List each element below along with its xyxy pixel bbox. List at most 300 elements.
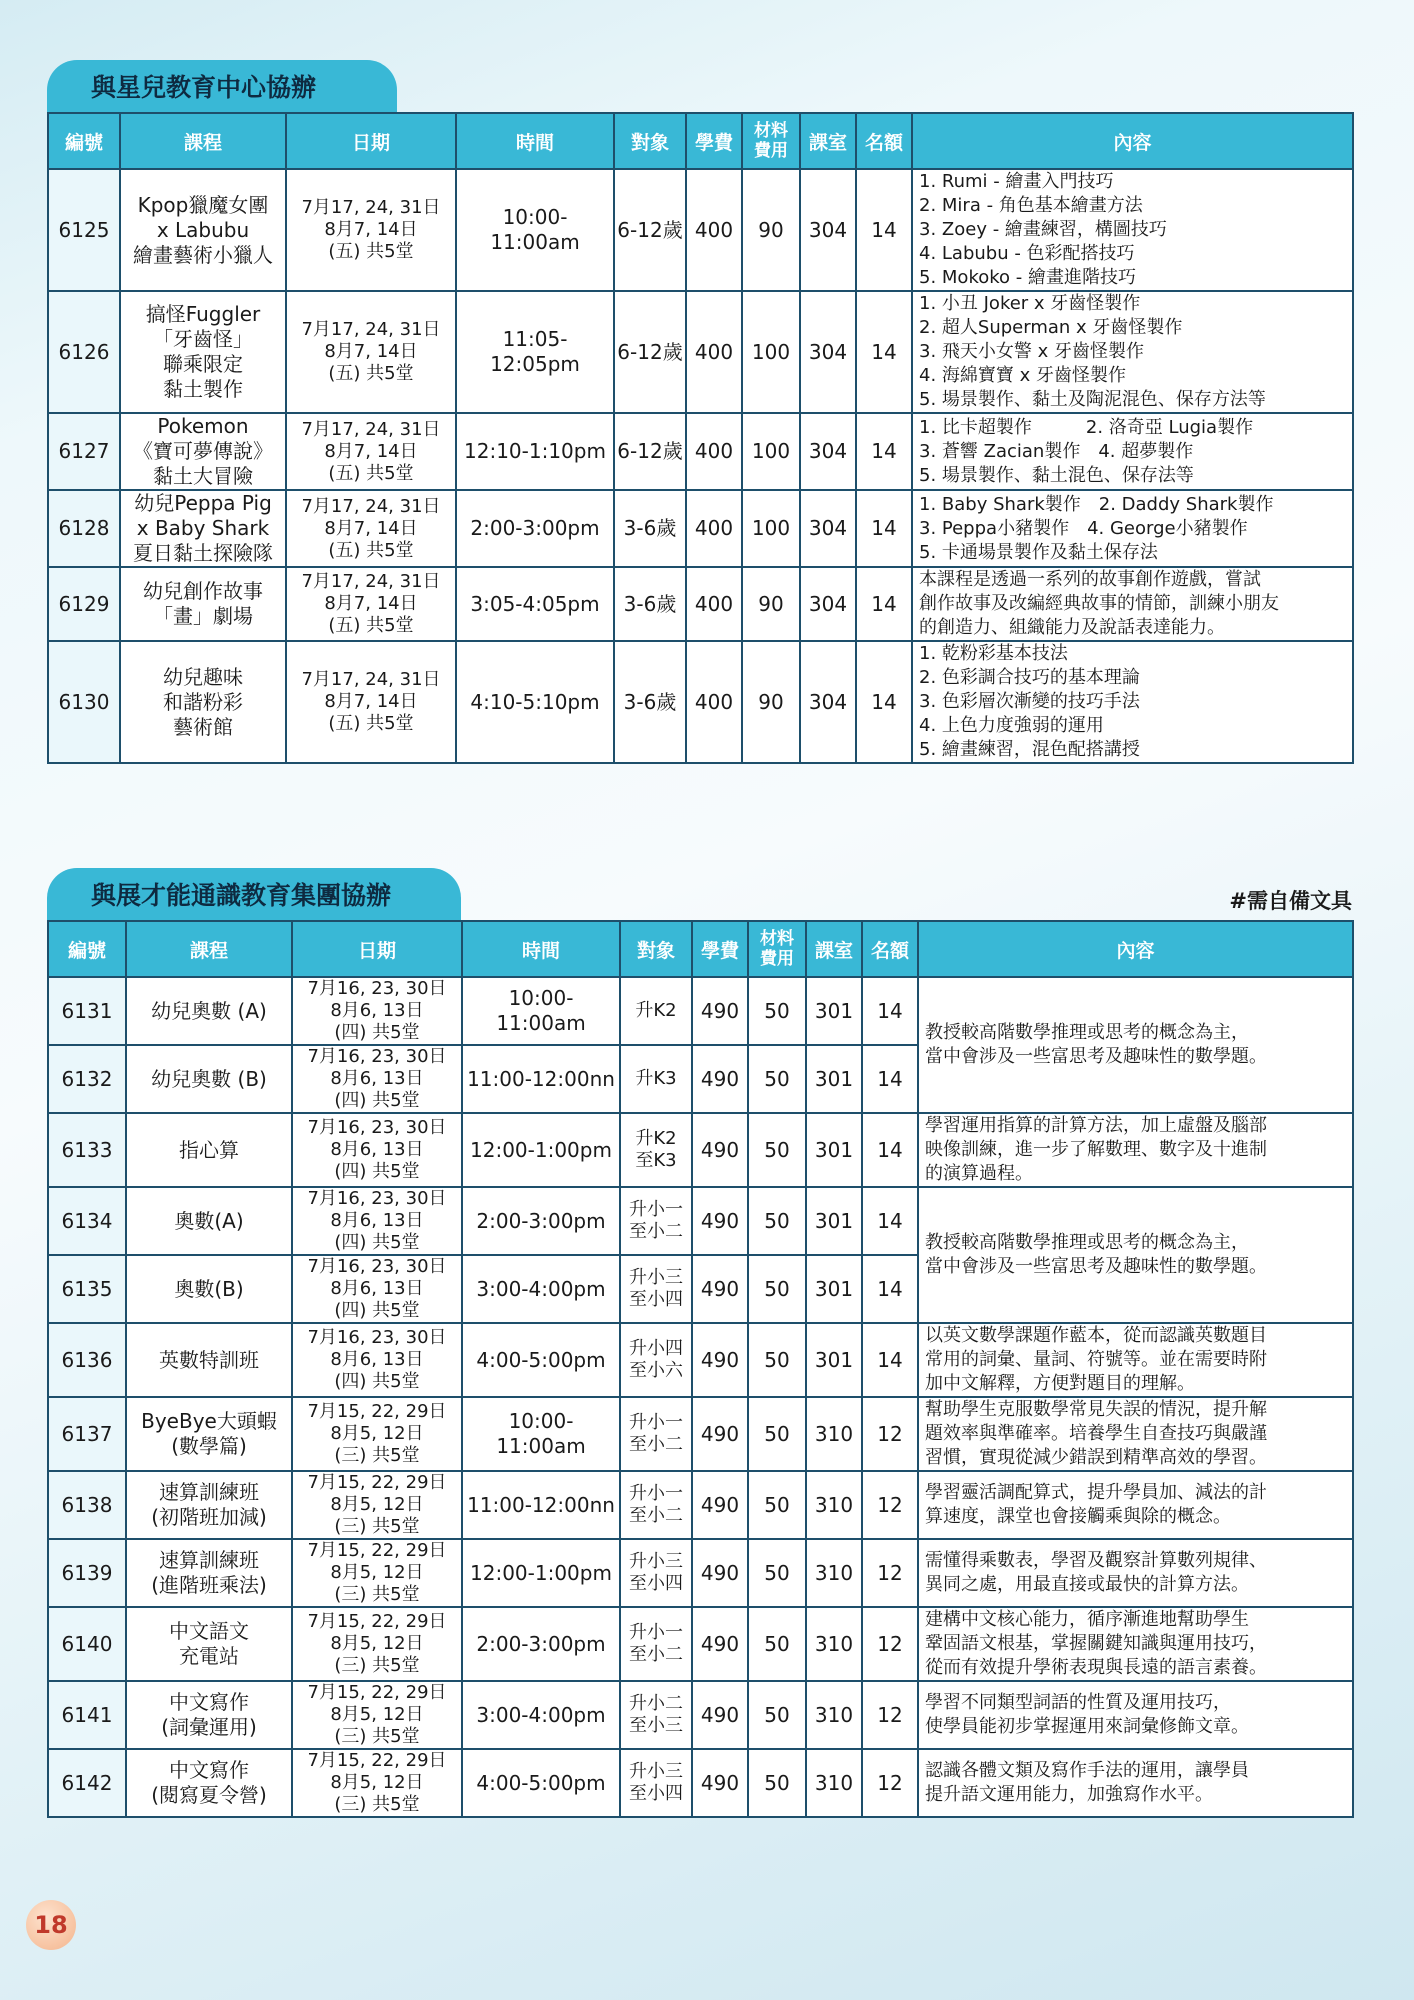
classroom: 304 (800, 567, 856, 641)
course-date (292, 1681, 462, 1749)
course-target (620, 1113, 692, 1187)
material-fee: 50 (748, 1113, 806, 1187)
course-content (918, 977, 1353, 1113)
cell-line: 8月5, 12日 (330, 1772, 424, 1793)
cell-line: (初階班加減) (151, 1505, 267, 1529)
classroom: 301 (806, 1255, 862, 1323)
course-time: 3:00-4:00pm (462, 1681, 620, 1749)
course-target: 6-12歲 (614, 413, 686, 490)
cell-line: 幫助學生克服數學常見失誤的情況，提升解 (925, 1399, 1267, 1420)
course-time: 3:05-4:05pm (456, 567, 614, 641)
course-time: 10:00-11:00am (462, 1397, 620, 1471)
cell-line: 升小三 (629, 1267, 683, 1288)
cell-line: 「牙齒怪」 (153, 327, 253, 351)
course-fee: 490 (692, 977, 748, 1045)
course-table-2 (47, 920, 1354, 1818)
cell-line: 3. Peppa小豬製作 4. George小豬製作 (919, 517, 1248, 539)
cell-line: 8月6, 13日 (330, 1139, 424, 1160)
column-header: 名額 (862, 921, 918, 977)
material-fee: 50 (748, 1045, 806, 1113)
cell-line: 7月16, 23, 30日 (307, 1188, 447, 1209)
course-target (620, 1539, 692, 1607)
classroom: 310 (806, 1681, 862, 1749)
cell-line: (五) 共5堂 (328, 713, 414, 734)
cell-line: 7月17, 24, 31日 (301, 495, 441, 517)
cell-line: (四) 共5堂 (334, 1022, 420, 1043)
cell-line: 8月7, 14日 (324, 517, 418, 539)
course-date (292, 1113, 462, 1187)
course-time: 4:10-5:10pm (456, 641, 614, 763)
cell-line: 的演算過程。 (925, 1163, 1033, 1184)
quota: 14 (862, 1045, 918, 1113)
course-content (918, 1681, 1353, 1749)
course-target (620, 1749, 692, 1817)
course-id: 6136 (48, 1323, 126, 1397)
course-id: 6140 (48, 1607, 126, 1681)
course-time: 12:10-1:10pm (456, 413, 614, 490)
cell-line: 7月17, 24, 31日 (301, 571, 441, 592)
cell-line: 7月17, 24, 31日 (301, 669, 441, 690)
course-name (126, 1471, 292, 1539)
cell-line: 7月16, 23, 30日 (307, 1046, 447, 1067)
stationery-note: #需自備文具 (1229, 889, 1352, 913)
table-row (48, 567, 1353, 641)
course-content (912, 413, 1353, 490)
table-row (48, 413, 1353, 490)
cell-line: 「畫」劇場 (153, 604, 253, 628)
cell-line: 7月15, 22, 29日 (307, 1472, 447, 1493)
cell-line: (三) 共5堂 (334, 1655, 420, 1676)
column-header: 日期 (286, 113, 456, 169)
cell-line: 升小一 (629, 1199, 683, 1220)
course-content (918, 1749, 1353, 1817)
cell-line: (四) 共5堂 (334, 1161, 420, 1182)
course-fee: 490 (692, 1255, 748, 1323)
cell-line: 8月7, 14日 (324, 341, 418, 362)
course-name (126, 1607, 292, 1681)
course-id: 6139 (48, 1539, 126, 1607)
cell-line: 至K3 (635, 1150, 677, 1171)
cell-line: 至小六 (629, 1360, 683, 1381)
course-time: 4:00-5:00pm (462, 1323, 620, 1397)
table-row (48, 490, 1353, 567)
cell-line: 建構中文核心能力，循序漸進地幫助學生 (925, 1609, 1249, 1630)
column-header: 課程 (126, 921, 292, 977)
course-name (120, 567, 286, 641)
table-row (48, 641, 1353, 763)
table-row (48, 1113, 1353, 1187)
course-time: 12:00-1:00pm (462, 1113, 620, 1187)
page-number: 18 (26, 1900, 76, 1950)
cell-line: 至小三 (629, 1715, 683, 1736)
cell-line: 7月16, 23, 30日 (307, 1256, 447, 1277)
quota: 14 (856, 567, 912, 641)
cell-line: x Baby Shark (136, 516, 270, 540)
course-name (126, 1749, 292, 1817)
classroom: 310 (806, 1471, 862, 1539)
cell-line: 使學員能初步掌握運用來詞彙修飾文章。 (925, 1716, 1249, 1737)
course-date (292, 1255, 462, 1323)
classroom: 301 (806, 977, 862, 1045)
cell-line: 至小四 (629, 1573, 683, 1594)
course-date (286, 490, 456, 567)
table-row (48, 1397, 1353, 1471)
cell-line: 教授較高階數學推理或思考的概念為主， (925, 1232, 1249, 1253)
course-date (292, 1323, 462, 1397)
table-row (48, 1471, 1353, 1539)
course-id: 6128 (48, 490, 120, 567)
cell-line: 中文寫作 (169, 1758, 249, 1782)
course-id: 6129 (48, 567, 120, 641)
cell-line: 升小一 (629, 1483, 683, 1504)
section-title: 與展才能通識教育集團協辦 (47, 868, 461, 920)
column-header: 時間 (456, 113, 614, 169)
cell-line: (詞彙運用) (161, 1715, 257, 1739)
course-date (292, 1539, 462, 1607)
cell-line: 7月17, 24, 31日 (301, 418, 441, 440)
course-time: 4:00-5:00pm (462, 1749, 620, 1817)
table-row (48, 977, 1353, 1045)
quota: 14 (856, 641, 912, 763)
course-content (918, 1397, 1353, 1471)
cell-line: x Labubu (156, 217, 250, 242)
course-target: 6-12歲 (614, 169, 686, 291)
cell-line: 題效率與準確率。培養學生自查技巧與嚴謹 (925, 1423, 1267, 1444)
cell-line: 8月5, 12日 (330, 1494, 424, 1515)
cell-line: 7月16, 23, 30日 (307, 1117, 447, 1138)
classroom: 301 (806, 1045, 862, 1113)
course-id: 6134 (48, 1187, 126, 1255)
cell-line: Kpop獵魔女團 (137, 192, 269, 217)
cell-line: 5. Mokoko - 繪畫進階技巧 (919, 267, 1136, 288)
column-header: 名額 (856, 113, 912, 169)
material-fee: 50 (748, 1397, 806, 1471)
course-target (620, 977, 692, 1045)
material-fee: 50 (748, 1539, 806, 1607)
quota: 14 (856, 413, 912, 490)
quota: 12 (862, 1397, 918, 1471)
cell-line: 學習靈活調配算式，提升學員加、減法的計 (925, 1482, 1267, 1503)
cell-line: 幼兒奧數 (A) (151, 998, 267, 1023)
course-fee: 490 (692, 1681, 748, 1749)
cell-line: 5. 場景製作、黏土混色、保存法等 (919, 464, 1194, 486)
course-fee: 490 (692, 1471, 748, 1539)
quota: 12 (862, 1539, 918, 1607)
column-header: 對象 (620, 921, 692, 977)
classroom: 301 (806, 1187, 862, 1255)
cell-line: (數學篇) (171, 1434, 247, 1458)
course-date (292, 977, 462, 1045)
cell-line: 3. 蒼響 Zacian製作 4. 超夢製作 (919, 440, 1194, 462)
column-header: 編號 (48, 921, 126, 977)
course-content (912, 490, 1353, 567)
classroom: 304 (800, 169, 856, 291)
course-table-1 (47, 112, 1354, 764)
cell-line: 本課程是透過一系列的故事創作遊戲，嘗試 (919, 569, 1261, 590)
course-name (126, 1539, 292, 1607)
quota: 14 (856, 291, 912, 413)
course-fee: 490 (692, 1323, 748, 1397)
cell-line: 映像訓練，進一步了解數理、數字及十進制 (925, 1139, 1267, 1160)
cell-line: 7月16, 23, 30日 (307, 1327, 447, 1348)
course-content (918, 1187, 1353, 1323)
cell-line: 奧數(A) (174, 1208, 244, 1233)
cell-line: 至小四 (629, 1289, 683, 1310)
cell-line: 7月16, 23, 30日 (307, 978, 447, 999)
cell-line: 習慣，實現從減少錯誤到精準高效的學習。 (925, 1447, 1267, 1468)
cell-line: (三) 共5堂 (334, 1794, 420, 1815)
cell-line: 8月6, 13日 (330, 1278, 424, 1299)
cell-line: 黏土製作 (163, 377, 243, 401)
cell-line: 7月15, 22, 29日 (307, 1682, 447, 1703)
course-date (292, 1607, 462, 1681)
cell-line: 升小一 (629, 1412, 683, 1433)
column-header: 時間 (462, 921, 620, 977)
cell-line: 8月6, 13日 (330, 1068, 424, 1089)
cell-line: (四) 共5堂 (334, 1232, 420, 1253)
cell-line: 夏日黏土探險隊 (133, 541, 273, 565)
course-time: 11:00-12:00nn (462, 1471, 620, 1539)
material-fee: 50 (748, 977, 806, 1045)
cell-line: (五) 共5堂 (328, 363, 414, 384)
course-name (126, 1255, 292, 1323)
table-row (48, 1681, 1353, 1749)
course-date (292, 1045, 462, 1113)
cell-line: (閱寫夏令營) (151, 1783, 267, 1807)
cell-line: 1. Rumi - 繪畫入門技巧 (919, 171, 1114, 192)
cell-line: 1. 比卡超製作 2. 洛奇亞 Lugia製作 (919, 416, 1254, 438)
cell-line: 從而有效提升學術表現與長遠的語言素養。 (925, 1657, 1267, 1678)
course-fee: 490 (692, 1113, 748, 1187)
course-date (292, 1749, 462, 1817)
cell-line: 7月15, 22, 29日 (307, 1540, 447, 1561)
column-header: 對象 (614, 113, 686, 169)
cell-line: 1. 小丑 Joker x 牙齒怪製作 (919, 293, 1141, 314)
quota: 12 (862, 1749, 918, 1817)
course-name (126, 1045, 292, 1113)
cell-line: 鞏固語文根基，掌握關鍵知識與運用技巧， (925, 1633, 1267, 1654)
quota: 12 (862, 1681, 918, 1749)
column-header: 課程 (120, 113, 286, 169)
material-fee: 50 (748, 1749, 806, 1817)
course-id: 6135 (48, 1255, 126, 1323)
classroom: 310 (806, 1539, 862, 1607)
cell-line: 加中文解釋，方便對題目的理解。 (925, 1373, 1195, 1394)
classroom: 304 (800, 490, 856, 567)
cell-line: 教授較高階數學推理或思考的概念為主， (925, 1022, 1249, 1043)
cell-line: 指心算 (179, 1137, 239, 1162)
course-id: 6127 (48, 413, 120, 490)
cell-line: 升K3 (635, 1068, 677, 1089)
material-fee: 90 (742, 641, 800, 763)
course-fee: 490 (692, 1749, 748, 1817)
cell-line: 英數特訓班 (159, 1347, 259, 1372)
cell-line: 8月7, 14日 (324, 593, 418, 614)
course-time: 2:00-3:00pm (456, 490, 614, 567)
cell-line: 當中會涉及一些富思考及趣味性的數學題。 (925, 1046, 1267, 1067)
cell-line: 和諧粉彩 (163, 689, 243, 714)
cell-line: 創作故事及改編經典故事的情節，訓練小朋友 (919, 593, 1279, 614)
table-row (48, 1539, 1353, 1607)
course-name (120, 490, 286, 567)
cell-line: (五) 共5堂 (328, 539, 414, 561)
course-fee: 400 (686, 490, 742, 567)
cell-line: 2. Mira - 角色基本繪畫方法 (919, 195, 1143, 216)
course-time: 10:00-11:00am (456, 169, 614, 291)
column-header (748, 921, 806, 977)
course-target (620, 1323, 692, 1397)
course-fee: 490 (692, 1539, 748, 1607)
table-row (48, 1607, 1353, 1681)
cell-line: (三) 共5堂 (334, 1726, 420, 1747)
cell-line: 聯乘限定 (163, 352, 243, 376)
column-header: 編號 (48, 113, 120, 169)
quota: 14 (862, 1187, 918, 1255)
cell-line: 學習不同類型詞語的性質及運用技巧， (925, 1692, 1231, 1713)
cell-line: 《寶可夢傳說》 (133, 439, 273, 463)
cell-line: 4. Labubu - 色彩配搭技巧 (919, 243, 1135, 264)
cell-line: 8月7, 14日 (324, 440, 418, 462)
column-header: 學費 (686, 113, 742, 169)
course-target (620, 1045, 692, 1113)
classroom: 304 (800, 413, 856, 490)
course-fee: 490 (692, 1397, 748, 1471)
cell-line: 升小四 (629, 1338, 683, 1359)
course-date (286, 413, 456, 490)
quota: 14 (856, 169, 912, 291)
classroom: 301 (806, 1113, 862, 1187)
course-fee: 490 (692, 1607, 748, 1681)
cell-line: 升小一 (629, 1622, 683, 1643)
classroom: 310 (806, 1607, 862, 1681)
cell-line: 8月5, 12日 (330, 1423, 424, 1444)
classroom: 310 (806, 1749, 862, 1817)
cell-line: (五) 共5堂 (328, 241, 414, 262)
cell-line: 幼兒創作故事 (143, 579, 263, 603)
cell-line: 費用 (754, 141, 788, 161)
cell-line: 8月6, 13日 (330, 1000, 424, 1021)
course-name (120, 413, 286, 490)
course-id: 6125 (48, 169, 120, 291)
quota: 14 (862, 977, 918, 1045)
course-name (126, 977, 292, 1045)
cell-line: Pokemon (157, 414, 249, 438)
column-header: 內容 (918, 921, 1353, 977)
course-fee: 400 (686, 291, 742, 413)
cell-line: 黏土大冒險 (153, 464, 253, 488)
cell-line: 8月5, 12日 (330, 1704, 424, 1725)
course-target (620, 1681, 692, 1749)
course-time: 11:00-12:00nn (462, 1045, 620, 1113)
course-id: 6131 (48, 977, 126, 1045)
course-fee: 400 (686, 567, 742, 641)
course-id: 6132 (48, 1045, 126, 1113)
quota: 14 (862, 1255, 918, 1323)
column-header: 內容 (912, 113, 1353, 169)
cell-line: 的創造力、組織能力及說話表達能力。 (919, 617, 1225, 638)
course-date (292, 1397, 462, 1471)
cell-line: 升K2 (635, 1000, 677, 1021)
cell-line: 至小二 (629, 1505, 683, 1526)
material-fee: 50 (748, 1607, 806, 1681)
cell-line: 材料 (754, 121, 788, 141)
course-target (620, 1255, 692, 1323)
classroom: 304 (800, 641, 856, 763)
cell-line: 充電站 (179, 1644, 239, 1668)
cell-line: 8月7, 14日 (324, 219, 418, 240)
course-time: 3:00-4:00pm (462, 1255, 620, 1323)
cell-line: 2. 超人Superman x 牙齒怪製作 (919, 317, 1183, 338)
cell-line: 2. 色彩調合技巧的基本理論 (919, 667, 1140, 688)
column-header: 學費 (692, 921, 748, 977)
course-target (620, 1607, 692, 1681)
cell-line: 5. 場景製作、黏土及陶泥混色、保存方法等 (919, 389, 1266, 410)
course-date (286, 567, 456, 641)
course-content (912, 567, 1353, 641)
course-date (286, 641, 456, 763)
cell-line: 提升語文運用能力，加強寫作水平。 (925, 1784, 1213, 1805)
cell-line: 繪畫藝術小獵人 (133, 242, 273, 267)
course-name (126, 1323, 292, 1397)
column-header (742, 113, 800, 169)
material-fee: 90 (742, 567, 800, 641)
cell-line: 異同之處，用最直接或最快的計算方法。 (925, 1574, 1249, 1595)
course-content (918, 1607, 1353, 1681)
cell-line: 8月6, 13日 (330, 1349, 424, 1370)
cell-line: 需懂得乘數表，學習及觀察計算數列規律、 (925, 1550, 1267, 1571)
material-fee: 50 (748, 1323, 806, 1397)
cell-line: 中文寫作 (169, 1690, 249, 1714)
cell-line: 7月15, 22, 29日 (307, 1401, 447, 1422)
quota: 14 (862, 1323, 918, 1397)
cell-line: 8月7, 14日 (324, 691, 418, 712)
cell-line: 升K2 (635, 1128, 677, 1149)
course-content (912, 291, 1353, 413)
cell-line: 藝術館 (173, 714, 233, 739)
cell-line: 5. 繪畫練習，混色配搭講授 (919, 739, 1140, 760)
course-fee: 490 (692, 1045, 748, 1113)
material-fee: 50 (748, 1681, 806, 1749)
table-row (48, 1323, 1353, 1397)
material-fee: 100 (742, 291, 800, 413)
course-content (912, 169, 1353, 291)
cell-line: 8月5, 12日 (330, 1562, 424, 1583)
course-content (918, 1113, 1353, 1187)
column-header: 課室 (806, 921, 862, 977)
cell-line: (五) 共5堂 (328, 462, 414, 484)
cell-line: 升小三 (629, 1761, 683, 1782)
cell-line: 搞怪Fuggler (145, 302, 261, 326)
column-header: 課室 (800, 113, 856, 169)
classroom: 310 (806, 1397, 862, 1471)
cell-line: 認識各體文類及寫作手法的運用，讓學員 (925, 1760, 1249, 1781)
cell-line: 7月15, 22, 29日 (307, 1611, 447, 1632)
cell-line: 至小二 (629, 1644, 683, 1665)
cell-line: 奧數(B) (174, 1276, 244, 1301)
course-target: 3-6歲 (614, 567, 686, 641)
cell-line: ByeBye大頭蝦 (141, 1409, 277, 1433)
course-fee: 490 (692, 1187, 748, 1255)
cell-line: (四) 共5堂 (334, 1371, 420, 1392)
cell-line: (進階班乘法) (151, 1573, 267, 1597)
material-fee: 100 (742, 413, 800, 490)
course-content (918, 1539, 1353, 1607)
material-fee: 100 (742, 490, 800, 567)
material-fee: 50 (748, 1187, 806, 1255)
cell-line: 幼兒奧數 (B) (151, 1066, 267, 1091)
column-header: 日期 (292, 921, 462, 977)
cell-line: 3. Zoey - 繪畫練習，構圖技巧 (919, 219, 1167, 240)
